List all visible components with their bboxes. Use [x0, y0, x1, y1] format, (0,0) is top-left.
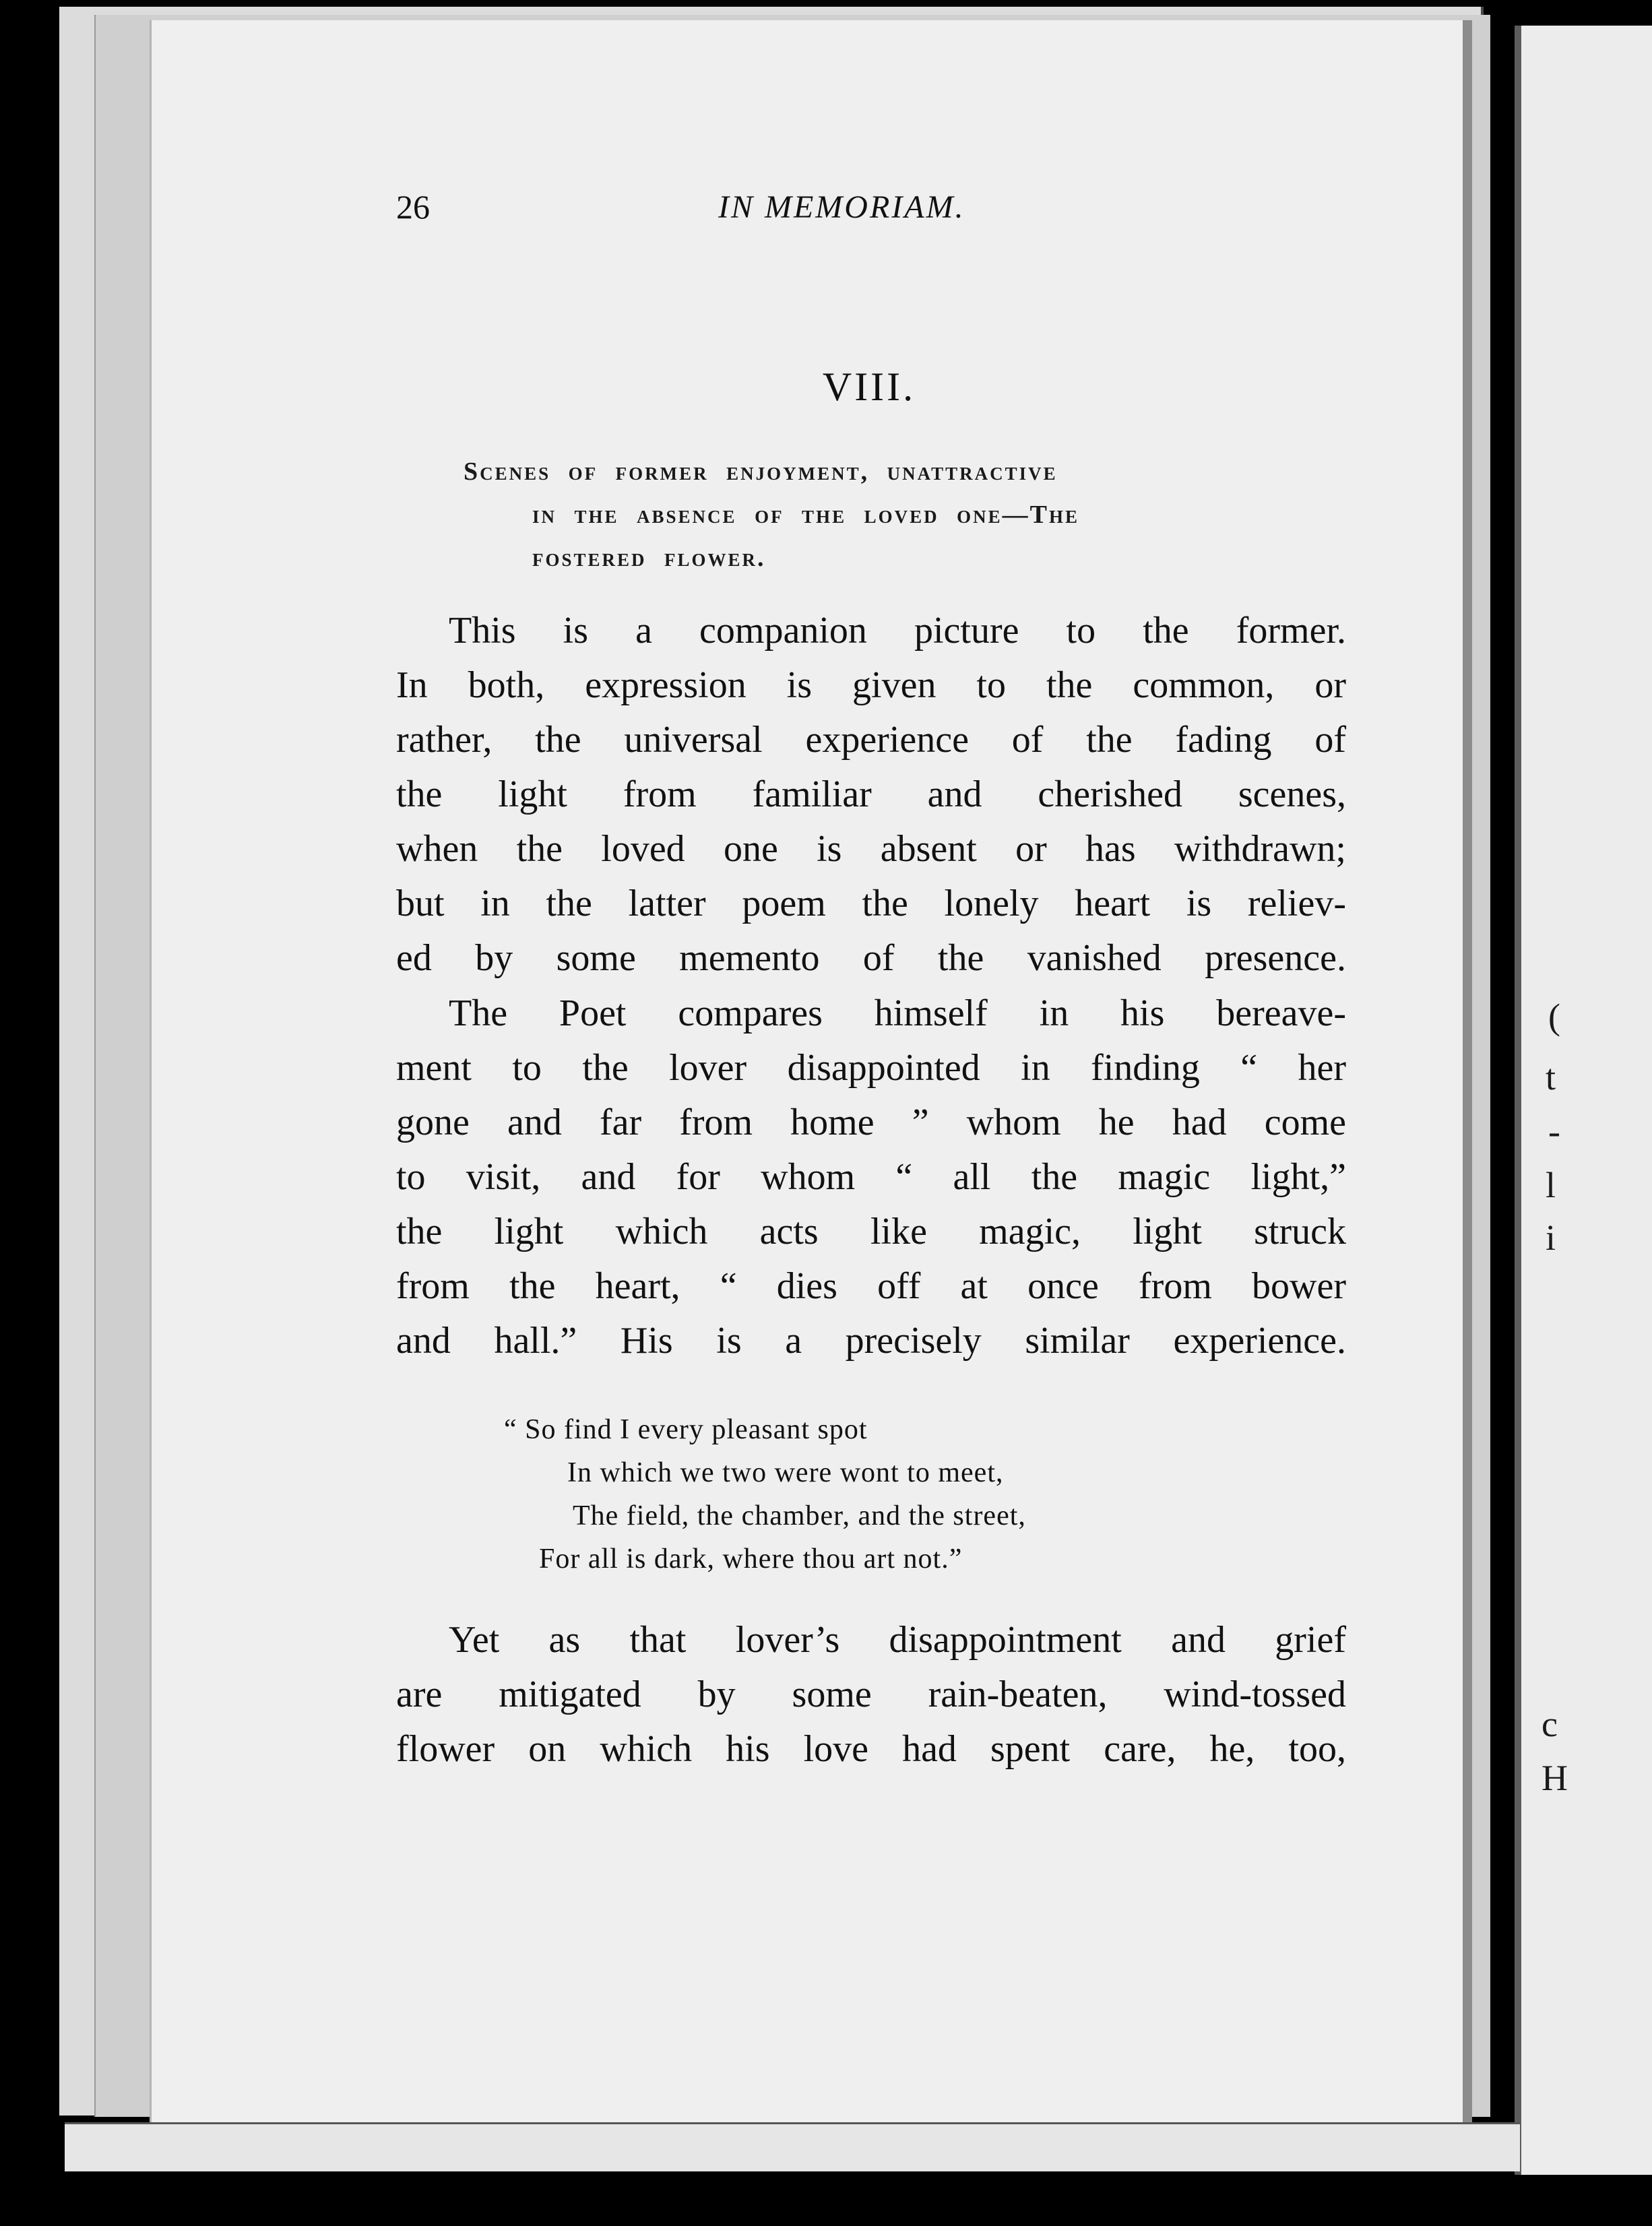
section-argument [464, 450, 1279, 579]
facing-page [1515, 26, 1652, 2175]
text-line: The Poet compares himself in his bereave- [449, 992, 1346, 1034]
section-number: VIII. [822, 364, 916, 409]
text-line: ed by some memento of the vanished presence. [396, 937, 1346, 979]
paragraph-3 [396, 1613, 1346, 1777]
facing-fragment: l [1546, 1165, 1556, 1205]
text-line: to visit, and for whom “ all the magic light,” [396, 1156, 1346, 1198]
text-line: This is a companion picture to the former. [449, 610, 1346, 651]
page-bottom-edge [65, 2122, 1520, 2171]
paragraph-2 [396, 986, 1346, 1368]
facing-fragment: - [1548, 1111, 1560, 1151]
verse-line: For all is dark, where thou art not.” [539, 1544, 963, 1575]
text-line: gone and far from home ” whom he had come [396, 1102, 1346, 1143]
facing-fragment: t [1546, 1057, 1556, 1098]
text-line: In both, expression is given to the common, or [396, 664, 1346, 706]
text-line: the light from familiar and cherished scenes, [396, 773, 1346, 815]
text-line: ment to the lover disappointed in finding “ her [396, 1047, 1346, 1089]
text-line: flower on which his love had spent care, he, too, [396, 1728, 1346, 1770]
page-number: 26 [396, 188, 430, 226]
argument-line: Scenes of former enjoyment, unattractive [464, 457, 1058, 486]
text-line: and hall.” His is a precisely similar experience. [396, 1320, 1346, 1362]
paragraph-1 [396, 604, 1346, 986]
verse-line: “ So find I every pleasant spot [504, 1414, 868, 1445]
facing-fragment: c [1542, 1704, 1558, 1744]
facing-fragment: i [1546, 1217, 1556, 1258]
facing-fragment: H [1542, 1758, 1568, 1798]
running-title: IN MEMORIAM. [718, 189, 965, 225]
facing-fragment: ( [1548, 996, 1560, 1037]
text-line: Yet as that lover’s disappointment and grief [449, 1619, 1346, 1661]
text-line: the light which acts like magic, light struck [396, 1211, 1346, 1252]
verse-line: The field, the chamber, and the street, [573, 1500, 1026, 1531]
verse-line: In which we two were wont to meet, [567, 1457, 1004, 1488]
text-line: are mitigated by some rain-beaten, wind-tossed [396, 1674, 1346, 1715]
text-line: when the loved one is absent or has withdrawn; [396, 828, 1346, 870]
text-line: from the heart, “ dies off at once from bower [396, 1265, 1346, 1307]
text-line: rather, the universal experience of the fading of [396, 719, 1346, 761]
running-head [396, 187, 1346, 228]
text-line: but in the latter poem the lonely heart is reliev- [396, 883, 1346, 924]
argument-line: in the absence of the loved one—The [532, 501, 1079, 529]
argument-line: fostered flower. [532, 544, 766, 572]
verse-quotation [504, 1408, 1245, 1581]
